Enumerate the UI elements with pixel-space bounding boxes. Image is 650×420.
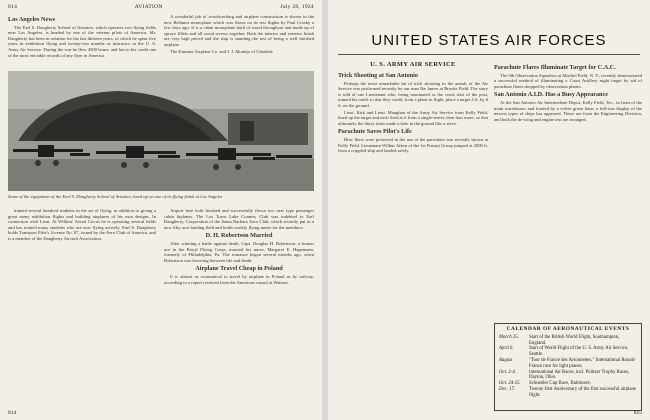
article-text: At the San Antonio Air Intermediate Depot, Kelly Field, Tex., in front of the main warehouses and fronted by a velvet green lawn, a full-size display of the newest types of ships has appeared. These are from the Engineering Division, and both the de-icing and engine test are arranged. (494, 99, 642, 122)
photo-caption: Some of the equipment of the Earl S. Daugherty School of Aviation, lined up on one of its flying fields at Los Angeles (8, 194, 223, 199)
left-page (0, 0, 322, 420)
article-heading: Trick Shooting at San Antonio (338, 72, 418, 79)
running-header (8, 4, 314, 12)
article-text: The Earl S. Daugherty School of Aviation, which operates two flying fields near Los Angeles, is headed by one of the veteran pilots of America. Mr. Daugherty has been in aviation for the last thirteen years, of which he spent five years in exhibition flying and twenty-two months as instructor in the U. S. Army Air Service. During the war he flew 4500 hours, and has to his credit one of the most enviable records of any flyer in America. (8, 24, 156, 58)
article-heading: Los Angeles News (8, 16, 56, 23)
event-text: Twenty-first Anniversary of the first successful airplane flight. (529, 386, 637, 398)
column-1-top (8, 14, 156, 70)
article-text: Airport here both finished and successfully flown two new type passenger cabin biplanes. The Los Toros Lake Country Club was indebted to Earl Daugherty, Corporation of the Santa Barbara Aero Club, which recently put in a new fifty acre landing field and holds weekly flying meets for the members. (164, 208, 314, 230)
calendar-event (499, 335, 637, 347)
folio: 815 (633, 410, 642, 416)
article-text: How fliers were protected in the use of the parachute was recently shown at Kelly Field. Lieutenant Wilbur Aiken of the 1st Pursuit Group jumped at 2000 ft. from a crippled ship and landed safely. (338, 136, 488, 154)
event-date: Dec. 17. (499, 386, 516, 392)
article-text: Lieut. Kirk and Lieut. Maughan of the Army Air Service from Kelly Field, lined up the target and each fired at it from a single-seater, then four more, so that ultimately the thirty shots made a hole in the ground like a sieve. (338, 109, 488, 126)
credit-line: The Kimmer Airplane Co. and J. J. Montijo of Glendale (170, 48, 273, 54)
title-rule (338, 54, 640, 55)
event-date: March 25. (499, 334, 519, 340)
article-text: Perhaps the most remarkable bit of trick shooting in the annals of the Air Service was performed recently by our man Ike James at Brooks Field. The story is told of one Lieutenant who, being nominated as the crack shot of the post, trained his outfit so that they could, from a plane in flight, place a target 4 ft. by 6 ft. on the ground. (338, 80, 488, 108)
issue-date: July 28, 1924 (280, 4, 314, 10)
article-text: trained several hundred students in the art of flying, in addition to giving a great many exhibition flights and building airplanes of his own designs. In connection with Lieut. Al Wilkins' Aerial Circus he is operating several fields and has trained many students who are now flying actively. Earl S. Daugherty holds Transport Pilot's License No. 87, issued by the Aero Club of America, and is a member of the Daugherty Aircraft Association. (8, 208, 156, 241)
calendar-event (499, 346, 637, 358)
event-date: August (499, 357, 513, 363)
page-number: 814 (8, 4, 18, 10)
article-text: A wonderful job of woodworking and airplane construction is shown in the new Bellanca monoplane which was flown on its test flights by Paul Crosby a few days ago. It is a cabin monoplane built of wood throughout and made up of spruce fillets and all wood screws together. Both the interior and exterior finish are very high priced and the ship is standing the test of being a well finished airplane. (164, 14, 314, 47)
calendar-event (499, 370, 637, 382)
article-text: It is almost as economical to travel by airplane in Poland as by railway, according to a report received from the American consul at Warsaw. (164, 273, 314, 285)
event-text: Start of World Flight of the U. S. Army Air Service, Seattle. (529, 346, 629, 358)
airfield-photo-illustration (8, 71, 314, 191)
section-title: UNITED STATES AIR FORCES (371, 32, 607, 49)
column-2-bottom (164, 208, 314, 408)
subheading: Airplane Travel Cheap in Poland (195, 265, 283, 273)
column-1-bottom (8, 208, 156, 408)
folio: 814 (8, 410, 17, 416)
hangar-photo (8, 71, 314, 191)
right-column-1 (338, 70, 488, 410)
section-subtitle: U. S. ARMY AIR SERVICE (370, 61, 456, 68)
column-2-top (164, 14, 314, 70)
right-page (328, 0, 650, 420)
article-text: After winning a battle against death, Capt. Douglas H. Robertson, a former ace in the Royal Flying Corps, married his nurse, Margaret E. Hagemann, formerly of Philadelphia, Pa. The romance began several months ago, when Robertson was hovering between life and death. (164, 240, 314, 263)
article-heading: San Antonio A.I.D. Has a Busy Appearance (494, 91, 608, 99)
event-text: Start of the British World Flight, Southampton, England. (529, 334, 620, 346)
article-text: The 9th Observation Squadron at Mitchel Field, N. Y., recently demonstrated a successful method of illuminating a Coast Artillery night target by aid of parachute flares dropped by observation planes. (494, 72, 642, 89)
article-heading: Parachute Flares Illuminate Target for C.A.C. (494, 64, 616, 71)
subheading: D. H. Robertson Married (205, 232, 273, 240)
event-date: Oct. 24-25. (499, 381, 521, 387)
event-text: "Tour de France des Avionnettes," International Round-France race for light planes. (529, 357, 636, 369)
calendar-box (494, 323, 642, 411)
right-column-2 (494, 62, 642, 318)
event-text: Schneider Cup Race, Baltimore. (529, 381, 591, 387)
calendar-event (499, 358, 637, 370)
event-date: April 6. (499, 346, 514, 352)
calendar-title: CALENDAR OF AERONAUTICAL EVENTS (506, 326, 630, 332)
event-text: International Air Races, incl. Pulitzer Trophy Races, Dayton, Ohio. (529, 369, 630, 381)
event-date: Oct. 2-4. (499, 369, 516, 375)
magazine-name: AVIATION (134, 4, 163, 10)
calendar-event (499, 387, 637, 399)
article-heading: Parachute Saves Pilot's Life (338, 128, 412, 136)
